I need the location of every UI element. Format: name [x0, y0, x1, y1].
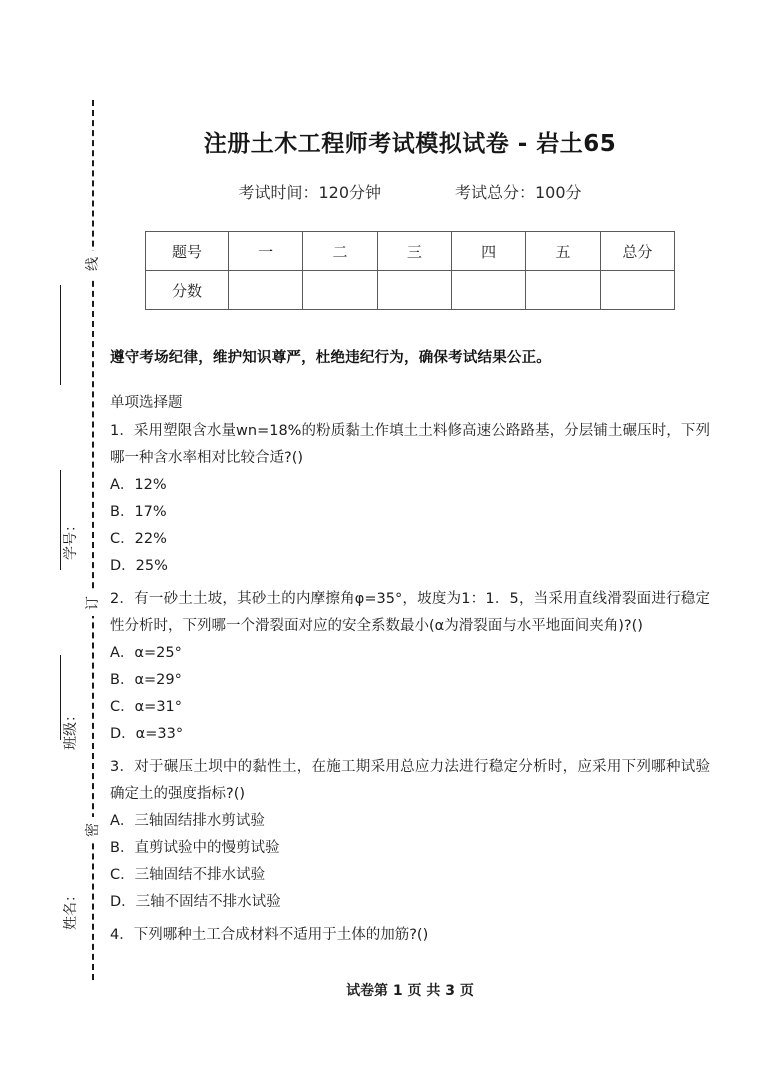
question-list — [110, 418, 710, 949]
question-item — [110, 754, 710, 916]
score-table-cell[interactable] — [377, 271, 451, 310]
seal-char-seal: 密 — [85, 817, 101, 843]
score-table-cell[interactable] — [303, 271, 377, 310]
score-table-row — [146, 232, 675, 271]
binding-rule-segment-2 — [60, 470, 61, 570]
score-table-cell[interactable]: 一 — [229, 232, 303, 271]
question-option[interactable]: B．α=29° — [110, 672, 182, 688]
score-table-cell[interactable]: 三 — [377, 232, 451, 271]
score-table-cell[interactable]: 四 — [451, 232, 525, 271]
field-label-class: 班级： — [63, 708, 79, 750]
score-table-cell[interactable] — [526, 271, 600, 310]
page-title: 注册土木工程师考试模拟试卷 - 岩土65 — [203, 131, 617, 157]
score-table-cell[interactable]: 总分 — [600, 232, 674, 271]
question-stem: 2．有一砂土土坡，其砂土的内摩擦角φ=35°，坡度为1：1．5，当采用直线滑裂面进行稳定性分析时，下列哪一个滑裂面对应的安全系数最小(α为滑裂面与水平地面间夹角)?() — [110, 591, 710, 634]
score-table-cell[interactable] — [229, 271, 303, 310]
question-item — [110, 418, 710, 580]
score-table-body — [146, 232, 675, 310]
seal-char-bind: 订 — [85, 590, 101, 616]
seal-char-line: 线 — [85, 251, 101, 277]
question-option[interactable]: A．12% — [110, 477, 167, 493]
question-option[interactable]: B．直剪试验中的慢剪试验 — [110, 840, 280, 856]
question-item — [110, 586, 710, 748]
question-option[interactable]: A．三轴固结排水剪试验 — [110, 813, 265, 829]
question-option[interactable]: D．三轴不固结不排水试验 — [110, 894, 281, 910]
exam-pledge: 遵守考场纪律，维护知识尊严，杜绝违纪行为，确保考试结果公正。 — [110, 350, 551, 366]
question-option[interactable]: C．α=31° — [110, 699, 183, 715]
question-stem: 1．采用塑限含水量wn=18%的粉质黏土作填土土料修高速公路路基，分层铺土碾压时，下列哪一种含水率相对比较合适?() — [110, 423, 710, 466]
score-table-row — [146, 271, 675, 310]
question-option[interactable]: C．三轴固结不排水试验 — [110, 867, 266, 883]
score-table-rowheader: 分数 — [146, 271, 229, 310]
binding-rule-segment-1 — [60, 285, 61, 385]
question-option[interactable]: D．25% — [110, 558, 168, 574]
page-footer: 试卷第 1 页 共 3 页 — [346, 983, 474, 999]
score-table-rowheader: 题号 — [146, 232, 229, 271]
question-option[interactable]: B．17% — [110, 504, 167, 520]
score-table — [145, 231, 675, 310]
question-item — [110, 922, 710, 949]
question-option[interactable]: D．α=33° — [110, 726, 184, 742]
exam-sheet — [110, 0, 710, 1080]
score-table-cell[interactable] — [600, 271, 674, 310]
exam-total-score: 考试总分：100分 — [455, 183, 582, 202]
question-option[interactable]: A．α=25° — [110, 645, 182, 661]
question-option[interactable]: C．22% — [110, 531, 167, 547]
score-table-cell[interactable]: 二 — [303, 232, 377, 271]
score-table-cell[interactable] — [451, 271, 525, 310]
question-stem: 3．对于碾压土坝中的黏性土，在施工期采用总应力法进行稳定分析时，应采用下列哪种试验确定土的强度指标?() — [110, 759, 710, 802]
field-label-name: 姓名： — [63, 888, 79, 930]
score-table-cell[interactable]: 五 — [526, 232, 600, 271]
field-label-student-id: 学号： — [63, 518, 79, 560]
sealing-dashed-line — [92, 100, 94, 980]
binding-margin — [0, 0, 110, 1080]
question-stem: 4．下列哪种土工合成材料不适用于土体的加筋?() — [110, 927, 429, 943]
exam-meta — [110, 180, 710, 203]
exam-duration: 考试时间：120分钟 — [238, 183, 381, 202]
section-title: 单项选择题 — [110, 395, 183, 411]
binding-rule-segment-3 — [60, 655, 61, 740]
